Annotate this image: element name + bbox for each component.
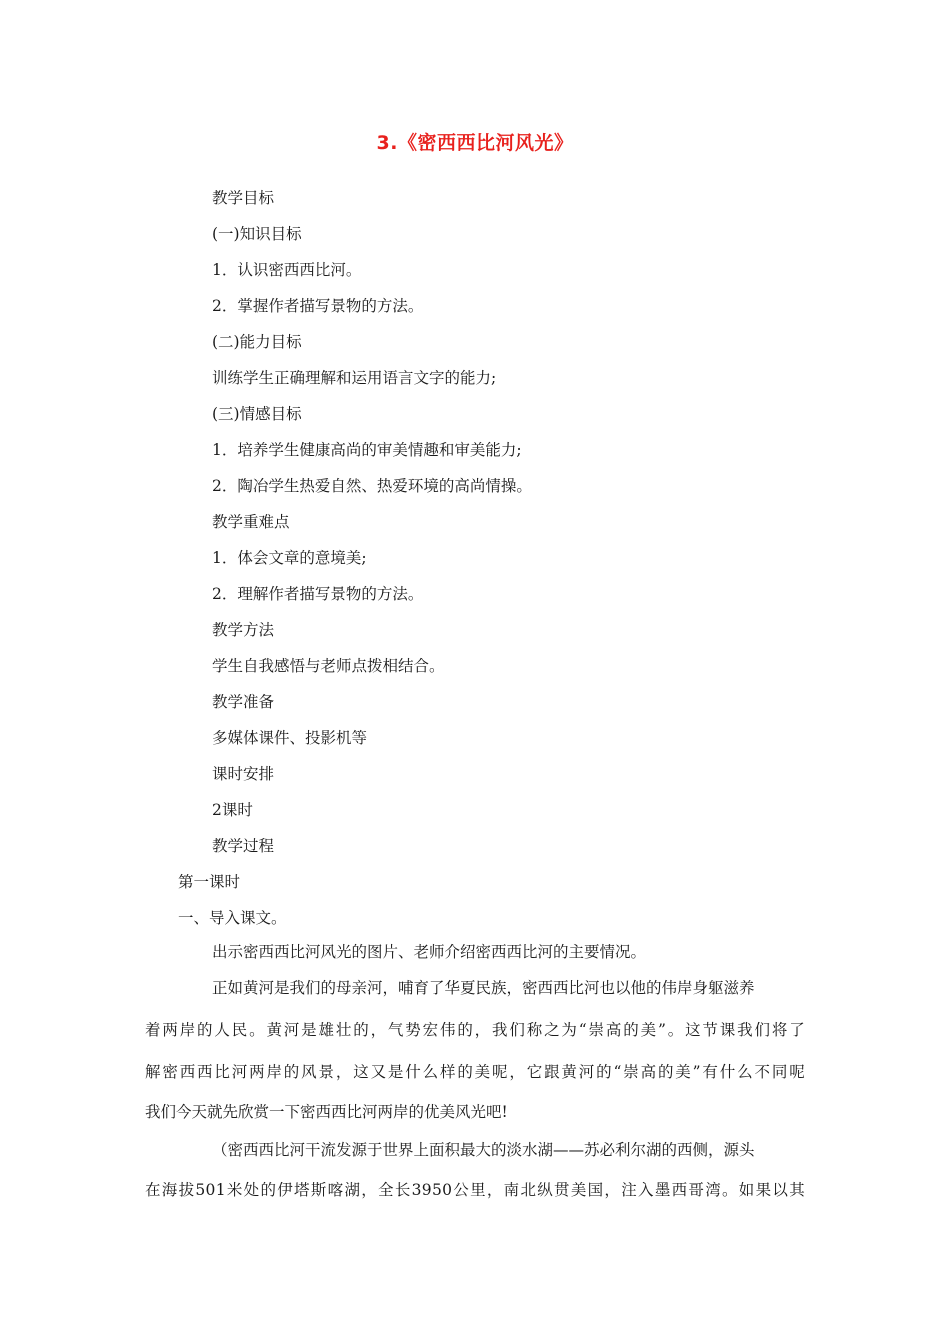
list-item: 1．体会文章的意境美; xyxy=(212,549,367,567)
paragraph-line: 我们今天就先欣赏一下密西西比河两岸的优美风光吧! xyxy=(145,1103,508,1121)
list-item: 2．理解作者描写景物的方法。 xyxy=(212,585,424,603)
page-title: 3.《密西西比河风光》 xyxy=(376,132,574,154)
subheading-emotion-goals: (三)情感目标 xyxy=(212,405,302,423)
paragraph-line: 解密西西比河两岸的风景，这又是什么样的美呢，它跟黄河的“崇高的美”有什么不同呢 xyxy=(145,1063,805,1081)
paragraph-line: 在海拔501米处的伊塔斯喀湖，全长3950公里，南北纵贯美国，注入墨西哥湾。如果以其 xyxy=(145,1181,805,1199)
text-line: 出示密西西比河风光的图片、老师介绍密西西比河的主要情况。 xyxy=(212,943,647,961)
section-heading-schedule: 课时安排 xyxy=(212,765,275,783)
list-item: 2．掌握作者描写景物的方法。 xyxy=(212,297,424,315)
section-heading-methods: 教学方法 xyxy=(212,621,275,639)
paragraph-line: （密西西比河干流发源于世界上面积最大的淡水湖——苏必利尔湖的西侧，源头 xyxy=(212,1141,755,1159)
text-line: 训练学生正确理解和运用语言文字的能力; xyxy=(212,369,497,387)
list-item: 1．培养学生健康高尚的审美情趣和审美能力; xyxy=(212,441,522,459)
section-heading-teaching-goals: 教学目标 xyxy=(212,189,275,207)
text-line: 2课时 xyxy=(212,801,253,819)
lesson-heading: 第一课时 xyxy=(178,873,241,891)
list-item: 2．陶冶学生热爱自然、热爱环境的高尚情操。 xyxy=(212,477,532,495)
step-heading: 一、导入课文。 xyxy=(178,909,287,927)
section-heading-process: 教学过程 xyxy=(212,837,275,855)
subheading-ability-goals: (二)能力目标 xyxy=(212,333,302,351)
paragraph-line: 正如黄河是我们的母亲河，哺育了华夏民族，密西西比河也以他的伟岸身躯滋养 xyxy=(212,979,755,997)
text-line: 学生自我感悟与老师点拨相结合。 xyxy=(212,657,445,675)
section-heading-key-points: 教学重难点 xyxy=(212,513,290,531)
list-item: 1．认识密西西比河。 xyxy=(212,261,362,279)
text-line: 多媒体课件、投影机等 xyxy=(212,729,368,747)
paragraph-line: 着两岸的人民。黄河是雄壮的，气势宏伟的，我们称之为“崇高的美”。这节课我们将了 xyxy=(145,1021,805,1039)
section-heading-preparation: 教学准备 xyxy=(212,693,275,711)
subheading-knowledge-goals: (一)知识目标 xyxy=(212,225,302,243)
